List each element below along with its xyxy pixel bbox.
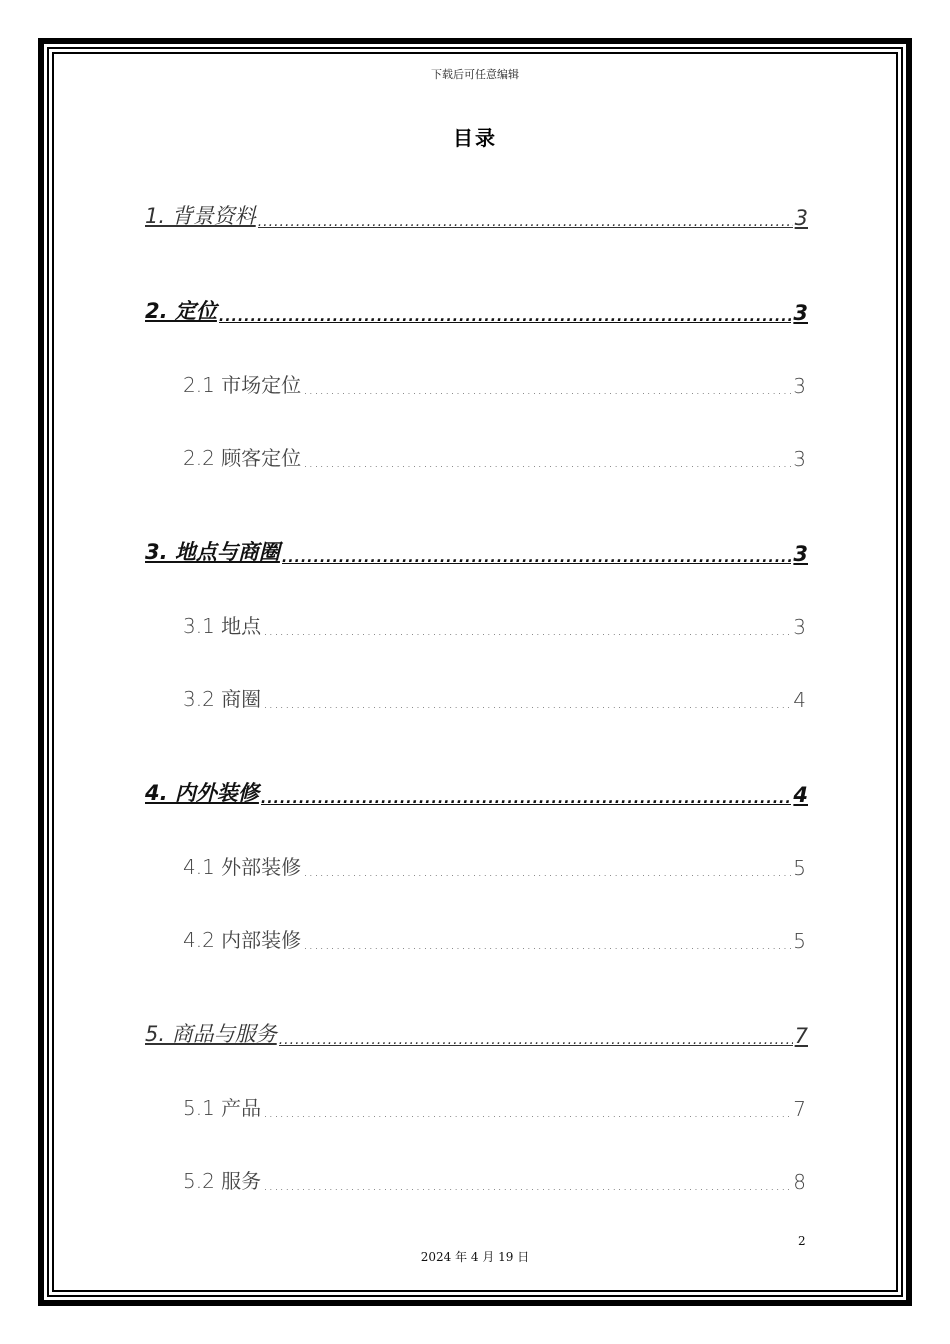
toc-entry-page: 3 xyxy=(793,374,806,398)
toc-entry-page: 3 xyxy=(793,542,808,566)
toc-entry-label: 4.1 外部装修 xyxy=(183,855,302,879)
toc-leader-dots xyxy=(258,214,793,230)
toc-leader-dots xyxy=(303,455,791,471)
footer-date: 2024 年 4 月 19 日 xyxy=(420,1250,530,1264)
toc-entry-location-trade-area[interactable] xyxy=(145,536,808,566)
toc-entry-page: 3 xyxy=(794,206,808,230)
toc-entry-trade-area[interactable] xyxy=(183,683,806,712)
toc-entry-page: 7 xyxy=(794,1024,808,1048)
toc-leader-dots xyxy=(263,696,791,712)
toc-entry-label: 3.1 地点 xyxy=(183,614,262,638)
toc-title: 目录 xyxy=(453,126,497,150)
toc-entry-market-positioning[interactable] xyxy=(183,369,806,398)
toc-entry-page: 8 xyxy=(793,1170,806,1194)
toc-entry-page: 3 xyxy=(793,615,806,639)
toc-entry-label: 4. 内外装修 xyxy=(145,781,259,805)
toc-entry-label: 5.2 服务 xyxy=(183,1169,262,1193)
toc-entry-label: 5.1 产品 xyxy=(183,1096,262,1120)
toc-entry-label: 2.1 市场定位 xyxy=(183,373,302,397)
header-note: 下载后可任意编辑 xyxy=(431,68,519,81)
toc-entry-page: 3 xyxy=(793,301,808,325)
toc-leader-dots xyxy=(303,937,791,953)
toc-entry-page: 7 xyxy=(793,1097,806,1121)
toc-entry-decoration[interactable] xyxy=(145,777,808,807)
toc-leader-dots xyxy=(263,1105,791,1121)
toc-entry-background[interactable] xyxy=(145,200,808,230)
toc-entry-products[interactable] xyxy=(183,1092,806,1121)
toc-entry-label: 5. 商品与服务 xyxy=(145,1022,277,1046)
toc-entry-interior-decoration[interactable] xyxy=(183,924,806,953)
toc-entry-label: 2.2 顾客定位 xyxy=(183,446,302,470)
page-number: 2 xyxy=(798,1234,806,1248)
toc-entry-services[interactable] xyxy=(183,1165,806,1194)
toc-entry-label: 4.2 内部装修 xyxy=(183,928,302,952)
toc-entry-page: 5 xyxy=(793,856,806,880)
toc-leader-dots xyxy=(263,1178,791,1194)
toc-leader-dots xyxy=(303,864,791,880)
toc-entry-label: 3. 地点与商圈 xyxy=(145,540,280,564)
toc-leader-dots xyxy=(261,791,791,807)
toc-leader-dots xyxy=(219,309,791,325)
toc-entry-label: 1. 背景资料 xyxy=(145,204,256,228)
toc-leader-dots xyxy=(263,623,791,639)
toc-entry-products-services[interactable] xyxy=(145,1018,808,1048)
toc-entry-positioning[interactable] xyxy=(145,295,808,325)
toc-entry-label: 3.2 商圈 xyxy=(183,687,262,711)
toc-leader-dots xyxy=(303,382,791,398)
toc-entry-label: 2. 定位 xyxy=(145,299,217,323)
toc-entry-exterior-decoration[interactable] xyxy=(183,851,806,880)
toc-entry-location[interactable] xyxy=(183,610,806,639)
toc-entry-customer-positioning[interactable] xyxy=(183,442,806,471)
toc-leader-dots xyxy=(279,1032,793,1048)
toc-entry-page: 4 xyxy=(793,688,806,712)
toc-entry-page: 5 xyxy=(793,929,806,953)
toc-entry-page: 4 xyxy=(793,783,808,807)
toc-entry-page: 3 xyxy=(793,447,806,471)
toc-leader-dots xyxy=(282,550,791,566)
